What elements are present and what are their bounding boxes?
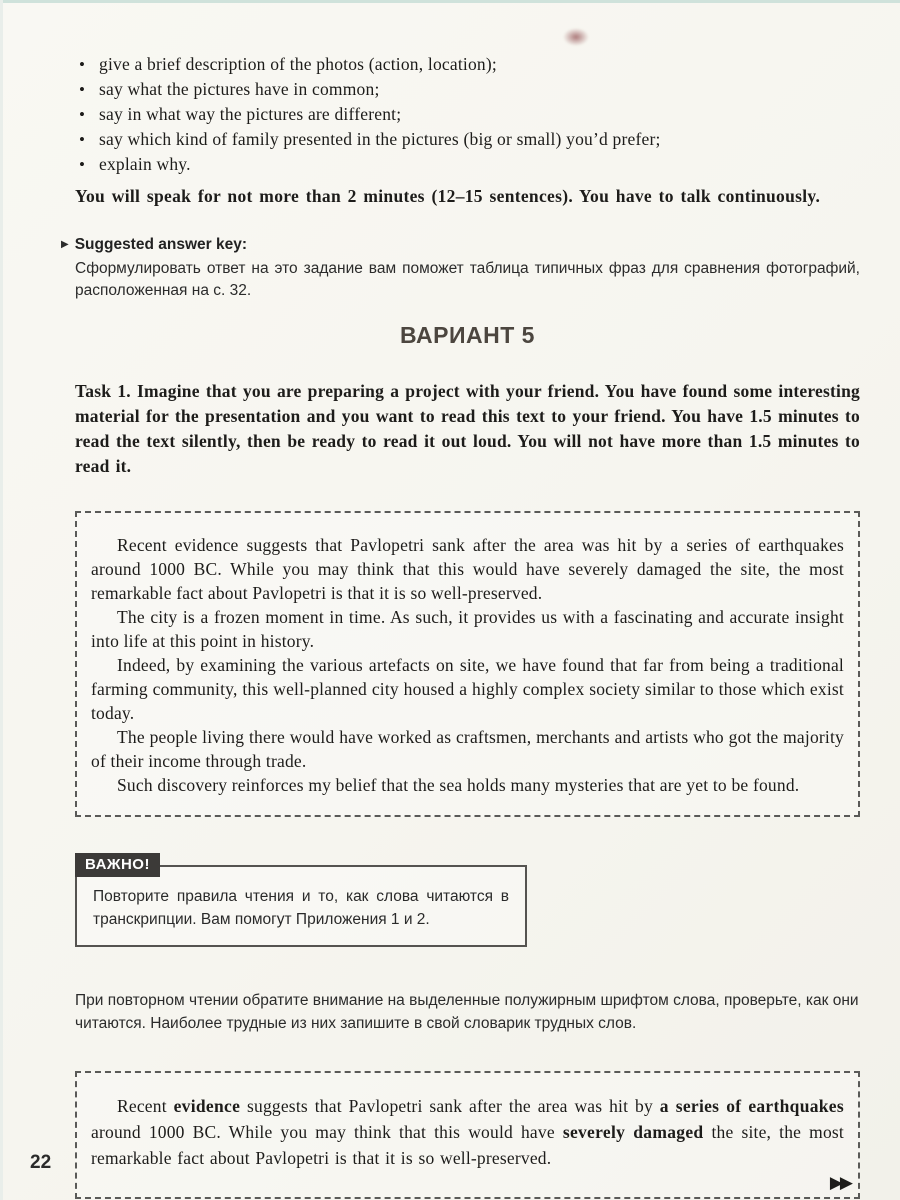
- page-content: [61, 0, 860, 1199]
- page-edge-left: [0, 0, 3, 1200]
- important-text: Повторите правила чтения и то, как слова читаются в транскрипции. Вам помогут Приложения 1 и 2.: [93, 888, 509, 928]
- reading-paragraph: Indeed, by examining the various artefacts on site, we have found that far from being a traditional farming community, this well-planned city housed a highly complex society similar to those which exist today.: [91, 655, 844, 723]
- continue-arrow-icon: ▶▶: [829, 1173, 850, 1192]
- reading-paragraph: The city is a frozen moment in time. As such, it provides us with a fascinating and accurate insight into life at this point in history.: [91, 607, 844, 651]
- reread-instruction: При повторном чтении обратите внимание на выделенные полужирным шрифтом слова, проверьте, как они читаются. Наиболее трудные из них запишите в свой словарик трудных слов.: [75, 992, 859, 1032]
- answer-key-text: Сформулировать ответ на это задание вам поможет таблица типичных фраз для сравнения фотографий, расположенная на с. 32.: [75, 260, 860, 299]
- reading-text-box: [75, 511, 860, 817]
- important-note-box: [75, 856, 527, 947]
- task-bullet-list: [75, 52, 860, 177]
- variant-heading: ВАРИАНТ 5: [400, 322, 535, 348]
- answer-key-heading: [61, 236, 860, 254]
- bullet-item: • give a brief description of the photos (action, location);: [75, 52, 860, 77]
- reading-paragraph: Such discovery reinforces my belief that the sea holds many mysteries that are yet to be found.: [117, 775, 800, 795]
- reading-paragraph: The people living there would have worked as craftsmen, merchants and artists who got the majority of their income through trade.: [91, 727, 844, 771]
- page-number: 22: [30, 1152, 52, 1173]
- highlighted-paragraph: Recent evidence suggests that Pavlopetri sank after the area was hit by a series of earthquakes around 1000 BC. While you may think that this would have severely damaged the site, the most remarkable fact about Pavlopetri is that it is so well-preserved.: [91, 1096, 844, 1168]
- important-label: ВАЖНО!: [75, 853, 160, 877]
- suggested-answer-key: [61, 236, 860, 302]
- answer-key-label: Suggested answer key:: [74, 236, 247, 253]
- pointer-icon: ▶: [61, 239, 69, 250]
- task1-instruction: Task 1. Imagine that you are preparing a project with your friend. You have found some interesting material for the presentation and you want to read this text to your friend. You have 1.5 minutes to read the text silently, then be ready to read it out loud. You will not have more than 1.5 minutes to read it.: [75, 381, 860, 476]
- bullet-item: • say which kind of family presented in the pictures (big or small) you’d prefer;: [75, 127, 860, 152]
- bullet-item: • explain why.: [75, 152, 860, 177]
- bullet-item: • say what the pictures have in common;: [75, 77, 860, 102]
- reading-paragraph: Recent evidence suggests that Pavlopetri sank after the area was hit by a series of earthquakes around 1000 BC. While you may think that this would have severely damaged the site, the most remarkable fact about Pavlopetri is that it is so well-preserved.: [91, 535, 844, 603]
- bullet-item: • say in what way the pictures are different;: [75, 102, 860, 127]
- highlighted-text-box: [75, 1071, 860, 1199]
- speaking-instruction: You will speak for not more than 2 minutes (12–15 sentences). You have to talk continuously.: [75, 186, 821, 206]
